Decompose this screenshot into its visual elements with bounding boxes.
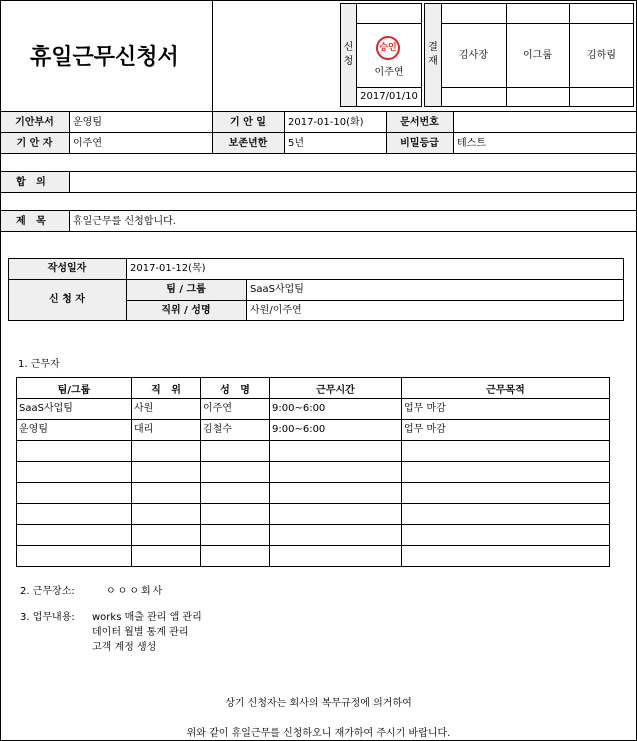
subject-value: 휴일근무를 신청합니다. bbox=[73, 216, 176, 227]
approve-label-cell bbox=[424, 3, 442, 107]
cell-name bbox=[201, 525, 270, 546]
cell-purpose: 업무 마감 bbox=[402, 420, 610, 441]
cell-purpose bbox=[402, 483, 610, 504]
cell-team bbox=[17, 525, 132, 546]
request-date: 2017/01/10 bbox=[360, 91, 418, 102]
cell-hours bbox=[270, 525, 402, 546]
cell-hours bbox=[270, 504, 402, 525]
col-team: 팀/그룹 bbox=[17, 378, 132, 399]
cell-purpose: 업무 마감 bbox=[402, 399, 610, 420]
cell-position bbox=[132, 441, 201, 462]
table-row bbox=[17, 483, 610, 504]
team-value: SaaS사업팀 bbox=[250, 284, 304, 295]
agreement-label: 합 의 bbox=[16, 177, 46, 188]
table-row bbox=[17, 399, 610, 420]
cell-name bbox=[201, 462, 270, 483]
cell-position bbox=[132, 462, 201, 483]
cell-name bbox=[201, 546, 270, 567]
created-value: 2017-01-12(목) bbox=[130, 263, 206, 274]
document-title: 휴일근무신청서 bbox=[30, 45, 179, 70]
subject-label: 제 목 bbox=[16, 216, 46, 227]
place-value: ㅇㅇㅇ회사 bbox=[106, 586, 165, 597]
cell-name: 김철수 bbox=[201, 420, 270, 441]
request-label-1: 신 bbox=[343, 42, 354, 53]
approver-3: 김하림 bbox=[587, 50, 616, 61]
cell-team bbox=[17, 483, 132, 504]
cell-team bbox=[17, 441, 132, 462]
position-label: 직위 / 성명 bbox=[161, 305, 211, 316]
cell-position bbox=[132, 483, 201, 504]
approval-stamp: 승인 bbox=[376, 36, 400, 60]
dept-label: 기안부서 bbox=[15, 117, 54, 128]
request-label-cell bbox=[340, 3, 357, 107]
cell-position: 대리 bbox=[132, 420, 201, 441]
content-label: 3. 업무내용: bbox=[20, 612, 75, 623]
cell-team bbox=[17, 462, 132, 483]
team-label: 팀 / 그룹 bbox=[166, 284, 206, 295]
cell-name bbox=[201, 483, 270, 504]
cell-purpose bbox=[402, 525, 610, 546]
table-row bbox=[17, 546, 610, 567]
requester-name: 이주연 bbox=[374, 67, 404, 78]
table-row bbox=[17, 504, 610, 525]
cell-position bbox=[132, 525, 201, 546]
position-value: 사원/이주연 bbox=[250, 305, 302, 316]
approve-label-1: 결 bbox=[428, 42, 438, 53]
cell-team bbox=[17, 546, 132, 567]
cell-name: 이주연 bbox=[201, 399, 270, 420]
dept-value: 운영팀 bbox=[73, 117, 102, 128]
cell-purpose bbox=[402, 462, 610, 483]
security-value: 테스트 bbox=[457, 138, 486, 149]
cell-hours: 9:00~6:00 bbox=[270, 420, 402, 441]
workers-section-title: 1. 근무자 bbox=[18, 359, 60, 370]
cell-name bbox=[201, 441, 270, 462]
cell-name bbox=[201, 504, 270, 525]
content-line-3: 고객 계정 생성 bbox=[92, 642, 157, 653]
cell-team: SaaS사업팀 bbox=[17, 399, 132, 420]
approver-1: 김사장 bbox=[459, 50, 488, 61]
title-divider bbox=[212, 0, 213, 111]
doc-no-label: 문서번호 bbox=[400, 117, 439, 128]
approve-label-2: 재 bbox=[428, 56, 438, 67]
cell-position: 사원 bbox=[132, 399, 201, 420]
cell-purpose bbox=[402, 546, 610, 567]
workers-table bbox=[16, 377, 610, 567]
retention-label: 보존년한 bbox=[228, 138, 268, 149]
content-line-2: 데이터 월별 통계 관리 bbox=[92, 627, 189, 638]
table-row bbox=[17, 420, 610, 441]
table-row bbox=[17, 525, 610, 546]
workers-header-row bbox=[17, 378, 610, 399]
cell-team: 운영팀 bbox=[17, 420, 132, 441]
retention-value: 5년 bbox=[288, 138, 305, 149]
col-purpose: 근무목적 bbox=[402, 378, 610, 399]
cell-position bbox=[132, 504, 201, 525]
created-label: 작성일자 bbox=[47, 263, 87, 274]
drafter-value: 이주연 bbox=[73, 138, 102, 149]
content-line-1: works 매출 관리 앱 관리 bbox=[92, 612, 202, 623]
cell-purpose bbox=[402, 504, 610, 525]
footer-line-2: 위와 같이 휴일근무를 신청하오니 재가하여 주시기 바랍니다. bbox=[186, 728, 451, 739]
col-name: 성 명 bbox=[201, 378, 270, 399]
approver-2: 이그룹 bbox=[523, 50, 552, 61]
cell-hours bbox=[270, 441, 402, 462]
table-row bbox=[17, 462, 610, 483]
security-label: 비밀등급 bbox=[400, 138, 439, 149]
cell-hours bbox=[270, 483, 402, 504]
col-position: 직 위 bbox=[132, 378, 201, 399]
applicant-label: 신 청 자 bbox=[49, 294, 85, 305]
cell-team bbox=[17, 504, 132, 525]
col-hours: 근무시간 bbox=[270, 378, 402, 399]
cell-hours bbox=[270, 462, 402, 483]
drafter-label: 기 안 자 bbox=[16, 138, 53, 149]
draft-date-value: 2017-01-10(화) bbox=[288, 117, 364, 128]
cell-hours bbox=[270, 546, 402, 567]
table-row bbox=[17, 441, 610, 462]
cell-hours: 9:00~6:00 bbox=[270, 399, 402, 420]
cell-purpose bbox=[402, 441, 610, 462]
place-label: 2. 근무장소: bbox=[20, 586, 75, 597]
request-label-2: 청 bbox=[343, 56, 354, 67]
footer-line-1: 상기 신청자는 회사의 복무규정에 의거하여 bbox=[225, 698, 412, 709]
cell-position bbox=[132, 546, 201, 567]
draft-date-label: 기 안 일 bbox=[230, 117, 266, 128]
